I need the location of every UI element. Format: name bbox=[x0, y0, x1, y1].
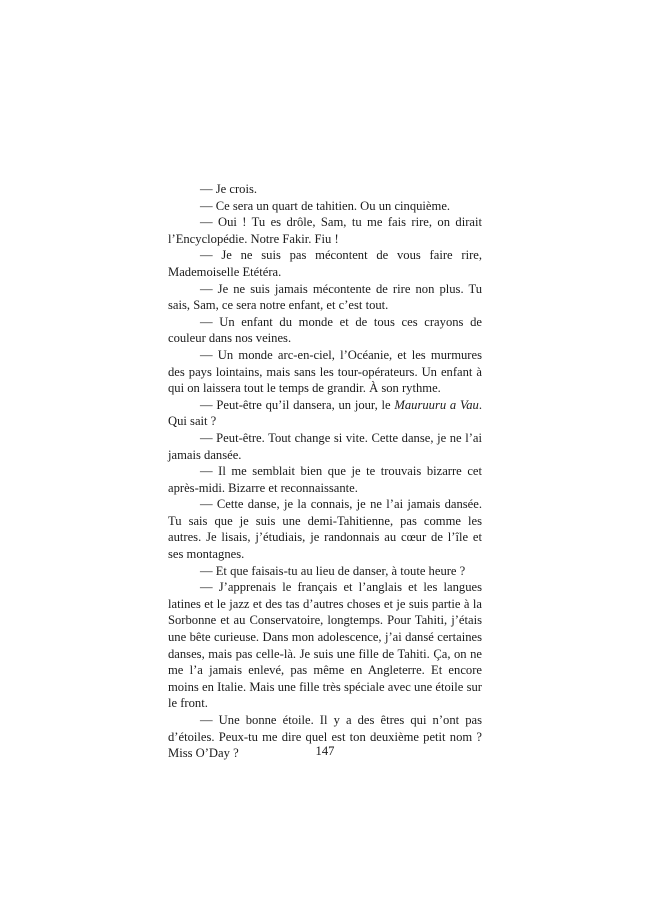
paragraph-4: — Je ne suis pas mécontent de vous faire rire, Mademoiselle Etétéra. bbox=[168, 248, 482, 279]
body-text bbox=[168, 181, 482, 762]
paragraph-12: — Et que faisais-tu au lieu de danser, à toute heure ? bbox=[200, 563, 466, 578]
paragraph-5: — Je ne suis jamais mécontente de rire non plus. Tu sais, Sam, ce sera notre enfant, et c’est tout. bbox=[168, 281, 482, 313]
paragraph-7: — Un monde arc-en-ciel, l’Océanie, et les murmures des pays lointains, mais sans les tour-opérateurs. Un enfant à qui on laissera tout le temps de grandir. À son rythme. bbox=[168, 347, 482, 396]
paragraph-13: — J’apprenais le français et l’anglais et les langues latines et le jazz et des tas d’autres choses et je suis partie à la Sorbonne et au Conservatoire, longtemps. Pour Tahiti, j’étais une bête curieuse. Dans mon adolescence, j’ai dansé certaines danses, mais pas celle-là. Je suis une fille de Tahiti. Ça, on ne me l’a jamais enlevé, pas même en Angleterre. Et encore moins en Italie. Mais une fille très spéciale avec une étoile sur le front. bbox=[168, 580, 482, 711]
paragraph-8-before: — Peut-être qu’il dansera, un jour, le bbox=[200, 397, 395, 412]
paragraph-9: — Peut-être. Tout change si vite. Cette danse, je ne l’ai jamais dansée. bbox=[168, 430, 482, 462]
paragraph-10: — Il me semblait bien que je te trouvais bizarre cet après-midi. Bizarre et reconnaissante. bbox=[168, 464, 482, 495]
paragraph-8 bbox=[168, 397, 482, 430]
paragraph-1: — Je crois. bbox=[200, 182, 258, 196]
paragraph-2: — Ce sera un quart de tahitien. Ou un cinquième. bbox=[200, 198, 451, 213]
dance-title: Mauruuru a Vau bbox=[394, 397, 479, 412]
paragraph-11: — Cette danse, je la connais, je ne l’ai jamais dansée. Tu sais que je suis une demi-Tahitienne, pas comme les autres. Je lisais, j’étudiais, je randonnais au cœur de l’île et ses montagnes. bbox=[168, 497, 482, 562]
paragraph-14: — Une bonne étoile. Il y a des êtres qui n’ont pas d’étoiles. Peux-tu me dire quel est ton deuxième petit nom ? Miss O’Day ? bbox=[168, 713, 482, 761]
paragraph-3: — Oui ! Tu es drôle, Sam, tu me fais rire, on dirait l’Encyclopédie. Notre Fakir. Fiu ! bbox=[168, 215, 482, 246]
page-number: 147 bbox=[315, 744, 335, 758]
paragraph-8-after: . Qui sait ? bbox=[168, 397, 482, 429]
paragraph-6: — Un enfant du monde et de tous ces crayons de couleur dans nos veines. bbox=[168, 314, 482, 346]
